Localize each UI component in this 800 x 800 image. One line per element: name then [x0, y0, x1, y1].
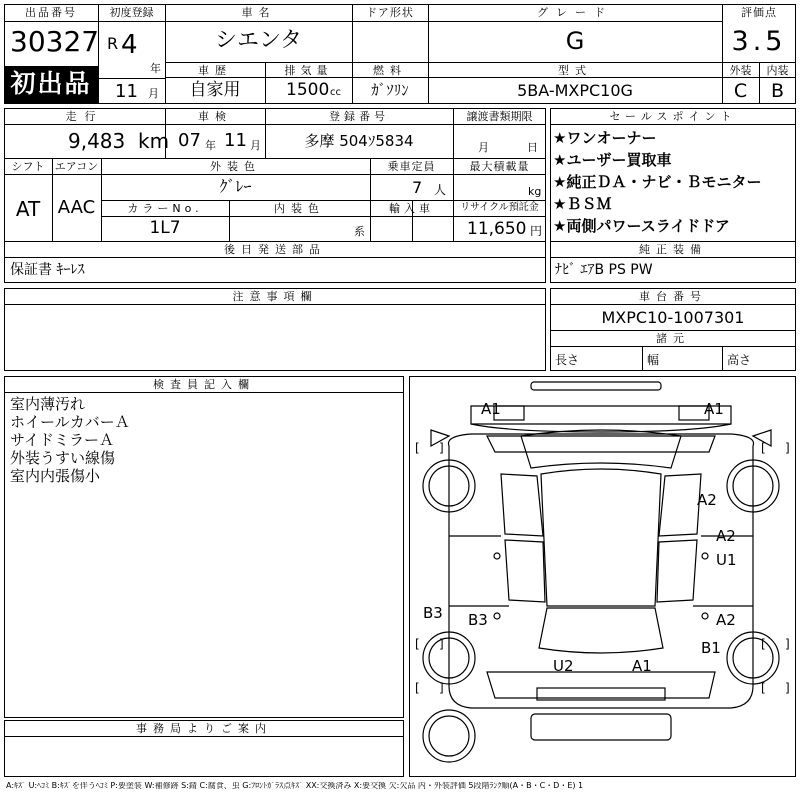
ac-value: AAC [57, 197, 96, 218]
model-label: 型式 [558, 64, 592, 77]
inspection-month-unit: 月 [250, 139, 261, 152]
plate-value: 多摩 504ｿ5834 [304, 132, 414, 150]
svg-text:[: [ [415, 637, 420, 651]
equipment-value: ﾅﾋﾞ ｴｱB PS PW [555, 262, 653, 278]
interior-label: 内装 [766, 64, 789, 77]
int-color-label: 内装色 [274, 202, 325, 215]
mark-a2-front-right: A2 [697, 491, 717, 509]
front-grille [471, 406, 731, 424]
height-label: 高さ [727, 353, 752, 367]
mark-b3-door: B3 [468, 611, 488, 629]
inspection-month: 11 [224, 130, 247, 151]
year-unit: 年 [150, 62, 161, 75]
svg-text:]: ] [785, 681, 790, 695]
mark-a2-rear-right-door: A2 [716, 611, 736, 629]
lot-number: 30327 [10, 25, 100, 58]
length-label: 長さ [555, 353, 580, 367]
mark-a1-left: A1 [481, 400, 501, 418]
capacity-unit: 人 [434, 183, 447, 197]
grade-label: グレード [537, 6, 613, 19]
fuel-value: ｶﾞｿﾘﾝ [371, 81, 409, 99]
load-unit: kg [528, 185, 542, 198]
svg-text:[: [ [415, 441, 420, 455]
later-parts-value: 保証書 ｷｰﾚｽ [10, 262, 85, 278]
first-listing-text: 初出品 [10, 69, 92, 98]
sales-point-2: ★ユーザー買取車 [553, 151, 672, 169]
mark-b3-side: B3 [423, 604, 443, 622]
inspector-line-4: 外装うすい線傷 [10, 449, 116, 467]
reg-label: 初度登録 [109, 6, 154, 19]
svg-text:[: [ [761, 637, 766, 651]
caution-label: 注意事項欄 [232, 290, 318, 303]
transfer-day-unit: 日 [527, 141, 538, 154]
mileage-value: 9,483 [68, 129, 126, 153]
int-color-unit: 系 [354, 225, 365, 238]
load-label: 最大積載量 [469, 160, 530, 173]
svg-text:]: ] [439, 637, 444, 651]
inspection-year: 07 [178, 130, 201, 151]
svg-text:[: [ [415, 681, 420, 695]
inspection-year-unit: 年 [205, 139, 216, 152]
svg-text:]: ] [439, 441, 444, 455]
svg-text:[: [ [761, 441, 766, 455]
svg-text:[: [ [761, 681, 766, 695]
sales-point-3: ★純正ＤＡ・ナビ・Ｂモニター [553, 173, 762, 191]
sales-label: セールスポイント [609, 110, 737, 123]
fuel-label: 燃料 [373, 64, 407, 77]
inspector-line-2: ホイールカバーＡ [10, 413, 130, 431]
inspector-line-5: 室内内張傷小 [10, 467, 101, 485]
specs-label: 諸元 [656, 332, 690, 345]
inspector-line-3: サイドミラーＡ [10, 431, 114, 449]
recycle-label: リサイクル預託金 [460, 202, 539, 213]
inspector-line-1: 室内薄汚れ [10, 395, 86, 413]
inspector-label: 検査員記入欄 [153, 378, 255, 391]
interior-value: B [770, 80, 785, 102]
chassis-label: 車台番号 [639, 290, 707, 303]
body-outline [448, 434, 753, 708]
history-value: 自家用 [189, 80, 241, 100]
displacement-label: 排気量 [284, 64, 333, 77]
svg-text:]: ] [785, 441, 790, 455]
recycle-unit: 円 [530, 224, 543, 238]
car-damage-diagram [409, 376, 796, 777]
office-label: 事務局よりご案内 [136, 722, 272, 735]
capacity-label: 乗車定員 [387, 160, 436, 173]
transfer-month-unit: 月 [478, 141, 489, 154]
chassis-value: MXPC10-1007301 [601, 308, 745, 327]
score-label: 評価点 [741, 6, 777, 19]
mileage-unit: km [138, 129, 170, 153]
mark-a1-right: A1 [704, 400, 724, 418]
month-value: 11 [115, 81, 138, 102]
mark-a1-rear: A1 [632, 657, 652, 675]
displacement-unit: cc [330, 87, 341, 98]
name-label: 車名 [241, 6, 276, 19]
equipment-label: 純正装備 [639, 243, 707, 256]
year-value: 4 [121, 30, 138, 60]
sales-point-4: ★ＢＳＭ [553, 195, 612, 213]
exterior-label: 外装 [729, 64, 752, 77]
mileage-label: 走行 [65, 110, 104, 123]
shift-label: シフト [11, 160, 45, 173]
spare-wheel [423, 710, 475, 762]
color-no-label: カラーNo. [127, 202, 203, 215]
month-unit: 月 [148, 87, 159, 100]
sales-point-5: ★両側パワースライドドア [553, 217, 730, 235]
grade-value: G [565, 27, 585, 55]
later-parts-label: 後日発送部品 [224, 243, 326, 256]
mark-u1: U1 [716, 551, 737, 569]
history-label: 車歴 [198, 64, 232, 77]
ext-color-value: ｸﾞﾚｰ [219, 177, 252, 196]
recycle-value: 11,650 [467, 219, 527, 239]
rear-bumper [531, 714, 671, 740]
svg-text:]: ] [785, 637, 790, 651]
capacity-value: 7 [412, 178, 423, 197]
footer-legend: A:ｷｽﾞ U:ﾍｺﾐ B:ｷｽﾞを伴うﾍｺﾐ P:要塗装 W:補修跡 S:錆 C:腐食、虫 G:ﾌﾛﾝﾄｶﾞﾗｽ点ｷｽﾞ XX:交換済み X:要交換 欠:欠品 内・外装評価 5段階ﾗﾝｸ順(A・B・C・D・E) 1 [6, 782, 584, 790]
import-label: 輸入車 [389, 202, 434, 215]
shift-value: AT [15, 197, 41, 221]
roof [541, 469, 661, 606]
lot-label: 出品番号 [25, 6, 77, 19]
model-value: 5BA-MXPC10G [517, 81, 633, 100]
plate-label: 登録番号 [329, 110, 389, 123]
svg-text:]: ] [439, 681, 444, 695]
width-label: 幅 [647, 353, 660, 367]
exterior-value: C [733, 80, 748, 102]
front-bumper [531, 382, 661, 390]
ac-label: エアコン [54, 160, 99, 173]
color-no-value: 1L7 [149, 218, 181, 238]
door-label: ドア形状 [366, 6, 414, 19]
mark-u2: U2 [553, 657, 574, 675]
car-name: シエンタ [214, 28, 303, 53]
mark-a2-right-door: A2 [716, 527, 736, 545]
score-value: 3.5 [731, 26, 787, 57]
era: R [107, 34, 119, 53]
tailgate [487, 672, 715, 698]
mark-b1: B1 [701, 639, 721, 657]
ext-color-label: 外装色 [210, 160, 261, 173]
sales-point-1: ★ワンオーナー [553, 129, 657, 147]
displacement-value: 1500 [286, 80, 330, 100]
inspection-label: 車検 [198, 110, 232, 123]
transfer-label: 譲渡書類期限 [466, 110, 533, 123]
rear-window [539, 608, 663, 653]
